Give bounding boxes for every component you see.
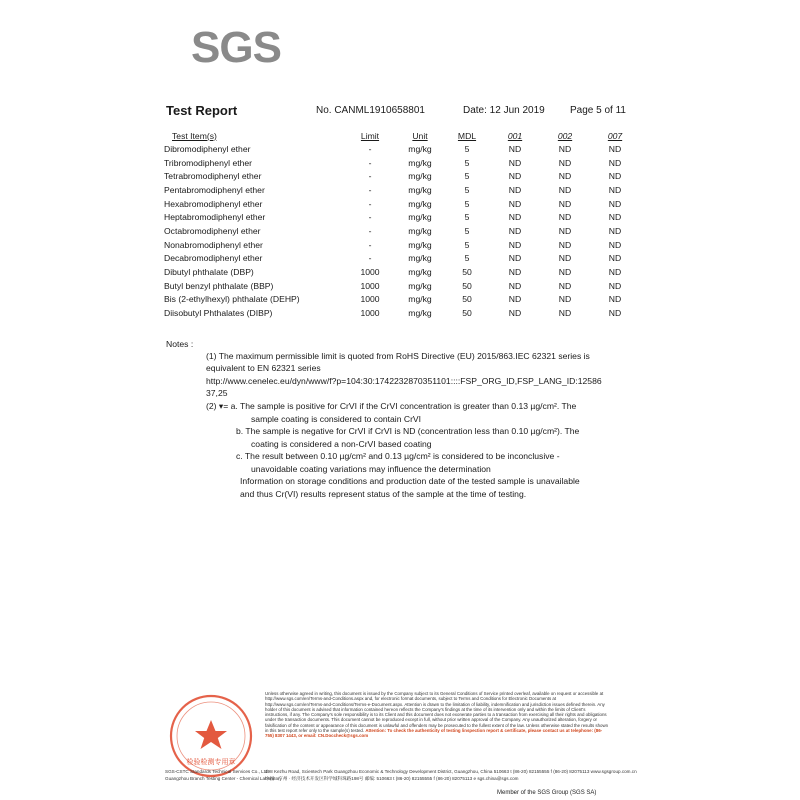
cell-test-item: Bis (2-ethylhexyl) phthalate (DEHP)	[164, 294, 300, 305]
cell-mdl: 5	[464, 239, 470, 250]
cell-result-002: ND	[558, 253, 572, 264]
cell-mdl: 50	[462, 280, 472, 291]
note-2-info-line-1: Information on storage conditions and production date of the tested sample is unavailable	[240, 476, 580, 486]
note-2b-line-2: coating is considered a non-CrVI based coating	[251, 439, 432, 449]
cell-result-001: ND	[508, 198, 522, 209]
cell-mdl: 5	[464, 184, 470, 195]
cell-result-007: ND	[608, 171, 622, 182]
cell-limit: 1000	[360, 294, 380, 305]
cell-result-002: ND	[558, 280, 572, 291]
table-header-row	[164, 129, 640, 142]
cell-mdl: 5	[464, 225, 470, 236]
note-2b-line-1: b. The sample is negative for CrVI if CrVI is ND (concentration less than 0.10 µg/cm²). The	[236, 426, 580, 436]
cell-result-007: ND	[608, 225, 622, 236]
header-limit: Limit	[360, 130, 380, 141]
cell-result-007: ND	[608, 184, 622, 195]
cell-result-001: ND	[508, 280, 522, 291]
cell-mdl: 5	[464, 157, 470, 168]
cell-limit: -	[368, 239, 372, 250]
cell-unit: mg/kg	[408, 294, 432, 305]
seal-caption: 检验检测专用章	[186, 758, 236, 766]
cell-mdl: 5	[464, 253, 470, 264]
cell-test-item: Tetrabromodiphenyl ether	[164, 171, 262, 182]
footer-address-cn: 中国 · 广州 · 经济技术开发区科学城科珠路198号 邮编: 510663 t (86-20) 82155555 f (86-20) 82075113 e sgs.china@sgs.com	[265, 776, 519, 781]
note-1-url-cont: 37,25	[206, 388, 228, 398]
cell-result-001: ND	[508, 267, 522, 278]
cell-unit: mg/kg	[408, 253, 432, 264]
cell-unit: mg/kg	[408, 171, 432, 182]
cell-mdl: 50	[462, 294, 472, 305]
cell-test-item: Butyl benzyl phthalate (BBP)	[164, 280, 274, 291]
cell-limit: -	[368, 157, 372, 168]
cell-result-001: ND	[508, 157, 522, 168]
header-sample-002: 002	[557, 130, 573, 141]
cell-test-item: Diisobutyl Phthalates (DIBP)	[164, 308, 273, 319]
cell-result-001: ND	[508, 184, 522, 195]
cell-unit: mg/kg	[408, 225, 432, 236]
table-row	[164, 210, 640, 224]
cell-test-item: Pentabromodiphenyl ether	[164, 184, 265, 195]
cell-test-item: Tribromodiphenyl ether	[164, 157, 253, 168]
cell-test-item: Dibromodiphenyl ether	[164, 143, 251, 154]
cell-result-002: ND	[558, 267, 572, 278]
table-row	[164, 169, 640, 183]
table-row	[164, 293, 640, 307]
cell-result-002: ND	[558, 239, 572, 250]
cell-limit: -	[368, 171, 372, 182]
table-row	[164, 279, 640, 293]
header-sample-001: 001	[507, 130, 523, 141]
cell-result-001: ND	[508, 225, 522, 236]
lab-name-cn: Guangzhou Branch Testing Center - Chemical Laboratory	[165, 776, 282, 781]
notes-label: Notes :	[166, 339, 194, 349]
note-2a-line-1: (2) ▾= a. The sample is positive for CrVI if the CrVI concentration is greater than 0.13 µg/cm². The	[206, 401, 577, 411]
cell-result-002: ND	[558, 143, 572, 154]
footer-address-en: 198 Kezhu Road, Scientech Park Guangzhou Economic & Technology Development District, Guangzhou, China 510663 t (86-20) 82155555 f (86-20) 82075113 www.sgsgroup.com.cn	[265, 769, 637, 774]
note-2a-line-2: sample coating is considered to contain CrVI	[251, 414, 422, 424]
cell-result-002: ND	[558, 184, 572, 195]
report-title: Test Report	[166, 103, 238, 118]
cell-mdl: 50	[462, 267, 472, 278]
cell-unit: mg/kg	[408, 308, 432, 319]
sgs-membership: Member of the SGS Group (SGS SA)	[497, 790, 597, 796]
header-sample-007: 007	[607, 130, 623, 141]
lab-name-en: SGS-CSTC Standards Technical Services Co., Ltd.	[165, 769, 269, 774]
cell-limit: 1000	[360, 308, 380, 319]
footer-disclaimer	[265, 691, 610, 739]
note-2-info-line-2: and thus Cr(VI) results represent status of the sample at the time of testing.	[240, 489, 527, 499]
cell-mdl: 5	[464, 171, 470, 182]
cell-limit: -	[368, 143, 372, 154]
cell-result-002: ND	[558, 198, 572, 209]
header-mdl: MDL	[457, 130, 477, 141]
cell-unit: mg/kg	[408, 267, 432, 278]
cell-result-001: ND	[508, 239, 522, 250]
header-test-item: Test Item(s)	[172, 130, 217, 141]
cell-result-007: ND	[608, 280, 622, 291]
table-row	[164, 306, 640, 320]
cell-test-item: Hexabromodiphenyl ether	[164, 198, 263, 209]
table-row	[164, 252, 640, 266]
results-body	[164, 142, 640, 320]
header-unit: Unit	[412, 130, 428, 141]
cell-test-item: Dibutyl phthalate (DBP)	[164, 267, 254, 278]
cell-result-001: ND	[508, 171, 522, 182]
note-1-url: http://www.cenelec.eu/dyn/www/f?p=104:30:1742232870351101::::FSP_ORG_ID,FSP_LANG_ID:12586	[206, 376, 602, 386]
cell-result-001: ND	[508, 308, 522, 319]
cell-mdl: 5	[464, 212, 470, 223]
report-number: No. CANML1910658801	[316, 105, 425, 116]
table-row	[164, 156, 640, 170]
cell-unit: mg/kg	[408, 280, 432, 291]
table-row	[164, 265, 640, 279]
cell-limit: -	[368, 253, 372, 264]
cell-unit: mg/kg	[408, 157, 432, 168]
sgs-logo-text: SGS	[191, 23, 281, 72]
cell-result-007: ND	[608, 253, 622, 264]
disclaimer-text: Unless otherwise agreed in writing, this document is issued by the Company subject to its General Conditions of Service printed overleaf, available on request or accessible at http://www.sgs.com/en/Terms-and-Conditions.aspx and, for electronic format documents, subject to Terms and Conditions for Electronic Documents at http://www.sgs.com/en/Terms-and-Conditions/Terms-e-Document.aspx. Attention is drawn to the limitation of liability, indemnification and jurisdiction issues defined therein. Any holder of this document is advised that information contained hereon reflects the Company's findings at the time of its intervention only and within the limits of Client's instructions, if any. The Company's sole responsibility is to its Client and this document does not exonerate parties to a transaction from exercising all their rights and obligations under the transaction documents. This document cannot be reproduced except in full, without prior written approval of the Company. Any unauthorized alteration, forgery or falsification of the content or appearance of this document is unlawful and offenders may be prosecuted to the fullest extent of the law. Unless otherwise stated the results shown in this test report refer only to the sample(s) tested.	[265, 691, 609, 734]
note-2c-line-2: unavoidable coating variations may influence the determination	[251, 464, 491, 474]
cell-mdl: 5	[464, 143, 470, 154]
cell-unit: mg/kg	[408, 198, 432, 209]
cell-result-001: ND	[508, 294, 522, 305]
cell-test-item: Heptabromodiphenyl ether	[164, 212, 266, 223]
cell-result-007: ND	[608, 308, 622, 319]
page-indicator: Page 5 of 11	[570, 105, 626, 116]
cell-result-007: ND	[608, 267, 622, 278]
table-row	[164, 238, 640, 252]
cell-result-007: ND	[608, 157, 622, 168]
cell-result-007: ND	[608, 143, 622, 154]
table-row	[164, 224, 640, 238]
sgs-logo	[191, 23, 281, 72]
cell-result-001: ND	[508, 253, 522, 264]
cell-mdl: 50	[462, 308, 472, 319]
cell-result-007: ND	[608, 212, 622, 223]
table-row	[164, 142, 640, 156]
cell-unit: mg/kg	[408, 143, 432, 154]
cell-test-item: Octabromodiphenyl ether	[164, 225, 261, 236]
cell-result-007: ND	[608, 198, 622, 209]
cell-test-item: Decabromodiphenyl ether	[164, 253, 263, 264]
cell-result-002: ND	[558, 308, 572, 319]
cell-limit: -	[368, 198, 372, 209]
cell-result-002: ND	[558, 225, 572, 236]
cell-unit: mg/kg	[408, 239, 432, 250]
cell-result-002: ND	[558, 212, 572, 223]
report-header	[166, 103, 636, 121]
cell-result-002: ND	[558, 294, 572, 305]
table-row	[164, 183, 640, 197]
cell-limit: 1000	[360, 280, 380, 291]
cell-result-002: ND	[558, 157, 572, 168]
cell-unit: mg/kg	[408, 184, 432, 195]
cell-unit: mg/kg	[408, 212, 432, 223]
note-2c-line-1: c. The result between 0.10 µg/cm² and 0.13 µg/cm² is considered to be inconclusive -	[236, 451, 560, 461]
cell-result-007: ND	[608, 239, 622, 250]
note-1-line-1: (1) The maximum permissible limit is quoted from RoHS Directive (EU) 2015/863.IEC 62321 series is	[206, 351, 590, 361]
cell-mdl: 5	[464, 198, 470, 209]
attention-text: Attention: To check the authenticity of testing /inspection report & certificate, please contact us at telephone: (86-755) 8307 1443, or email: CN.Doccheck@sgs.com	[265, 728, 603, 739]
table-row	[164, 197, 640, 211]
report-date: Date: 12 Jun 2019	[463, 105, 545, 116]
cell-result-002: ND	[558, 171, 572, 182]
results-table	[164, 129, 640, 320]
cell-result-001: ND	[508, 143, 522, 154]
cell-result-001: ND	[508, 212, 522, 223]
note-1-line-2: equivalent to EN 62321 series	[206, 363, 321, 373]
cell-result-007: ND	[608, 294, 622, 305]
cell-limit: -	[368, 212, 372, 223]
cell-test-item: Nonabromodiphenyl ether	[164, 239, 263, 250]
cell-limit: 1000	[360, 267, 380, 278]
cell-limit: -	[368, 184, 372, 195]
cell-limit: -	[368, 225, 372, 236]
